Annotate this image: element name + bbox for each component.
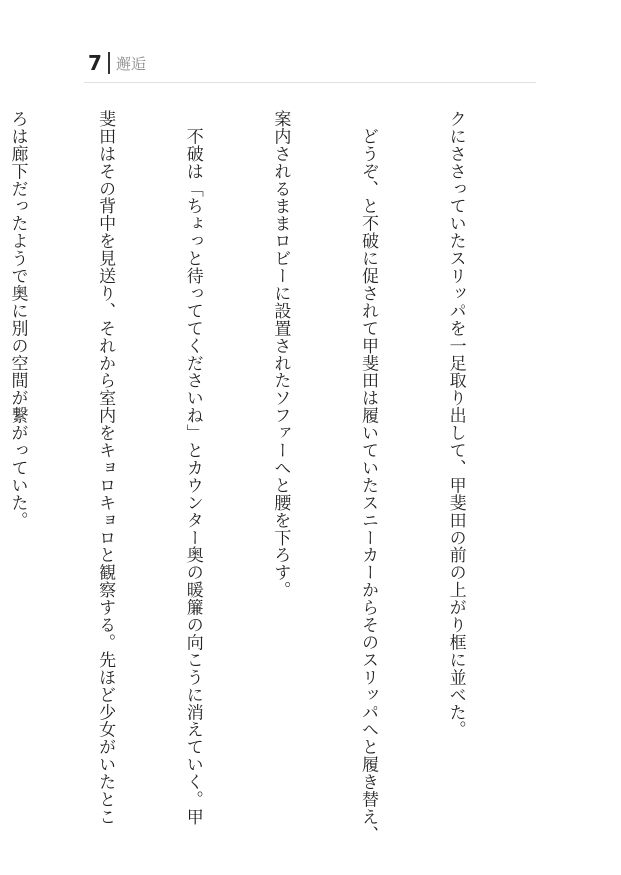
text-line: 不破は「ちょっと待っててくださいね」とカウンター奥の暖簾の向こうに消えていく。甲 [182,110,203,826]
chapter-title: 邂逅 [116,55,147,73]
text-line: クにささっていたスリッパを一足取り出して、甲斐田の前の上がり框に並べた。 [445,110,466,739]
page-number: 7 [88,51,102,75]
text-line: どうぞ、と不破に促されて甲斐田は履いていたスニーカーからそのスリッパへと履き替え、 [357,110,378,843]
text-line: ろは廊下だったようで奥に別の空間が繋がっていた。 [7,110,28,529]
text-line: 案内されるままロビーに設置されたソファーへと腰を下ろす。 [270,110,291,599]
page-header [84,46,536,83]
header-divider [108,52,110,74]
vertical-body-text [7,110,528,850]
text-line: 斐田はその背中を見送り、それから室内をキョロキョロと観察する。先ほど少女がいたとこ [95,110,116,826]
